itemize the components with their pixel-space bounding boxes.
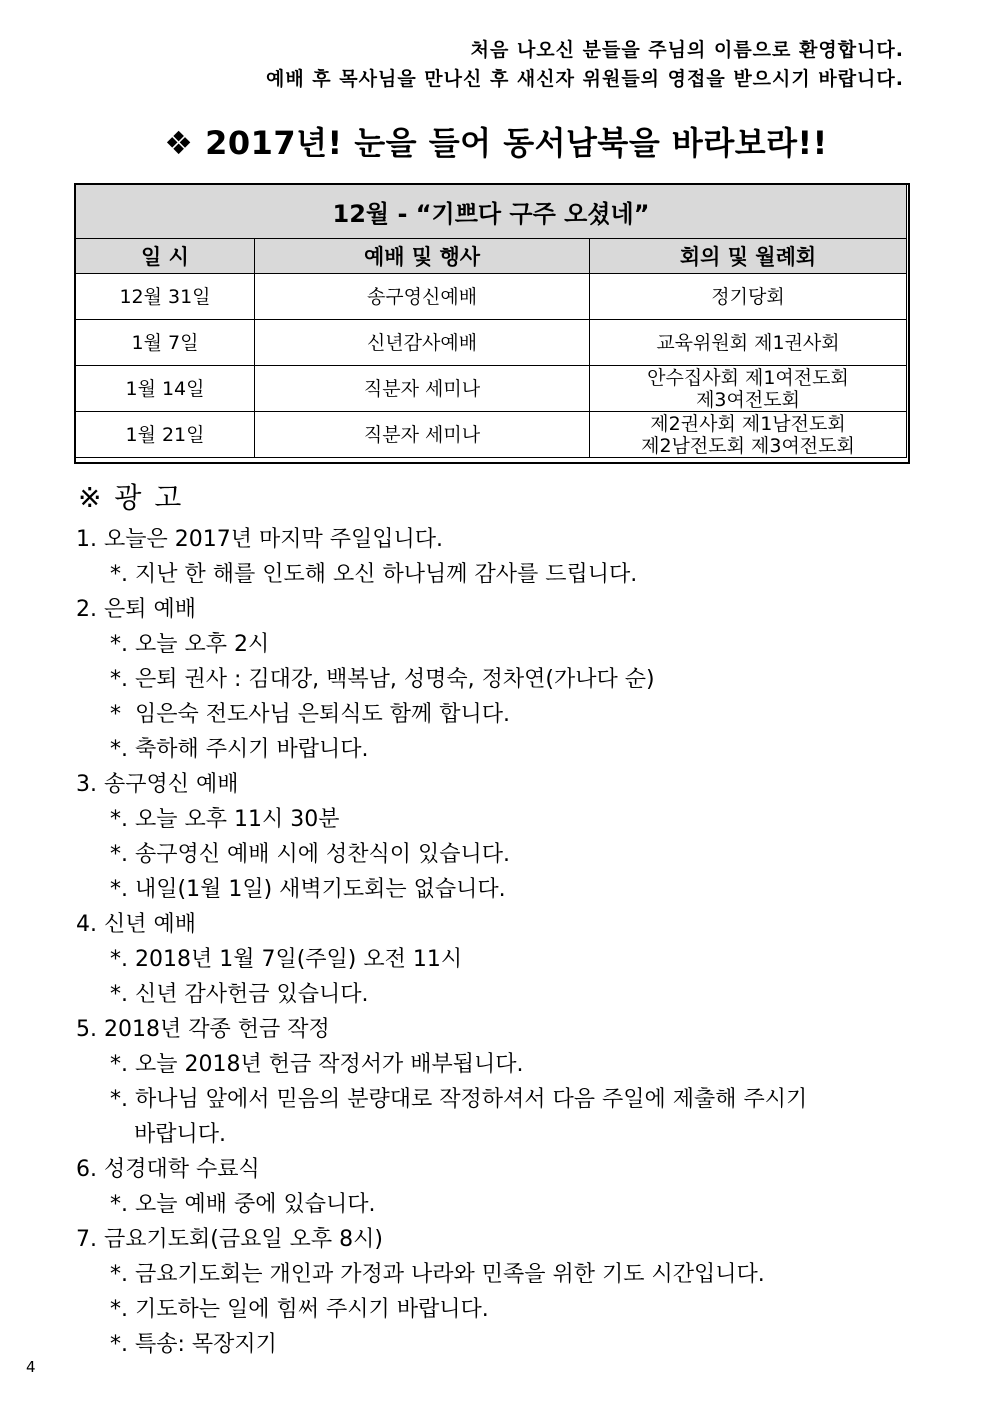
list-subitem: *. 은퇴 권사 : 김대강, 백복남, 성명숙, 정차연(가나다 순) (110, 667, 655, 692)
list-subitem: *. 신년 감사헌금 있습니다. (110, 982, 369, 1007)
header-event: 예배 및 행사 (255, 239, 590, 274)
row-date: 1월 21일 (76, 412, 255, 458)
row-meeting (590, 320, 907, 366)
list-item: 7. 금요기도회(금요일 오후 8시) (76, 1227, 383, 1252)
list-item: 5. 2018년 각종 헌금 작정 (76, 1017, 330, 1042)
list-subitem: *. 오늘 오후 2시 (110, 632, 270, 657)
row-meeting-line: 제3여전도회 (696, 388, 800, 411)
list-subitem: *. 송구영신 예배 시에 성찬식이 있습니다. (110, 842, 510, 867)
welcome-line-1: 처음 나오신 분들을 주님의 이름으로 환영합니다. (470, 39, 904, 61)
row-meeting-line: 안수집사회 제1여전도회 (647, 366, 849, 389)
row-meeting (590, 412, 907, 458)
list-item: 1. 오늘은 2017년 마지막 주일입니다. (76, 527, 443, 552)
schedule-table (75, 184, 907, 458)
list-subitem: *. 지난 한 해를 인도해 오신 하나님께 감사를 드립니다. (110, 562, 638, 587)
announcements-heading: ※ 광 고 (78, 481, 184, 514)
row-date: 12월 31일 (76, 274, 255, 320)
row-date: 1월 7일 (76, 320, 255, 366)
schedule-month-title: 12월 - “기쁘다 구주 오셨네” (76, 185, 907, 239)
row-event: 신년감사예배 (255, 320, 590, 366)
row-meeting-line: 제2권사회 제1남전도회 (650, 412, 846, 435)
row-meeting-line: 정기당회 (711, 285, 785, 308)
row-meeting (590, 366, 907, 412)
row-meeting (590, 274, 907, 320)
row-meeting-line: 교육위원회 제1권사회 (656, 331, 840, 354)
list-item: 3. 송구영신 예배 (76, 772, 239, 797)
page-number: 4 (26, 1358, 36, 1376)
list-item: 2. 은퇴 예배 (76, 597, 196, 622)
list-subitem: *. 2018년 1월 7일(주일) 오전 11시 (110, 947, 463, 972)
list-subitem: *. 오늘 2018년 헌금 작정서가 배부됩니다. (110, 1052, 524, 1077)
list-item: 4. 신년 예배 (76, 912, 196, 937)
list-subitem: *. 금요기도회는 개인과 가정과 나라와 민족을 위한 기도 시간입니다. (110, 1262, 765, 1287)
header-meeting: 회의 및 월례회 (590, 239, 907, 274)
welcome-line-2: 예배 후 목사님을 만나신 후 새신자 위원들의 영접을 받으시기 바랍니다. (265, 68, 904, 90)
row-date: 1월 14일 (76, 366, 255, 412)
table-row (76, 320, 907, 366)
row-event: 직분자 세미나 (255, 366, 590, 412)
header-date: 일 시 (76, 239, 255, 274)
list-subitem: *. 하나님 앞에서 믿음의 분량대로 작정하셔서 다음 주일에 제출해 주시기 (110, 1087, 808, 1112)
list-subitem: *. 특송: 목장지기 (110, 1332, 277, 1357)
list-subitem: *. 오늘 오후 11시 30분 (110, 807, 340, 832)
list-subitem-continuation: 바랍니다. (134, 1122, 227, 1147)
welcome-message (266, 36, 904, 94)
list-subitem: *. 축하해 주시기 바랍니다. (110, 737, 369, 762)
list-subitem: * 임은숙 전도사님 은퇴식도 함께 합니다. (110, 702, 510, 727)
list-item: 6. 성경대학 수료식 (76, 1157, 260, 1182)
table-row (76, 274, 907, 320)
list-subitem: *. 내일(1월 1일) 새벽기도회는 없습니다. (110, 877, 506, 902)
page-title: ❖ 2017년! 눈을 들어 동서남북을 바라보라!! (164, 124, 828, 162)
table-row (76, 412, 907, 458)
table-row (76, 366, 907, 412)
row-meeting-line: 제2남전도회 제3여전도회 (641, 434, 855, 457)
list-subitem: *. 오늘 예배 중에 있습니다. (110, 1192, 376, 1217)
list-subitem: *. 기도하는 일에 힘써 주시기 바랍니다. (110, 1297, 489, 1322)
row-event: 송구영신예배 (255, 274, 590, 320)
row-event: 직분자 세미나 (255, 412, 590, 458)
announcements-list (76, 522, 916, 1362)
